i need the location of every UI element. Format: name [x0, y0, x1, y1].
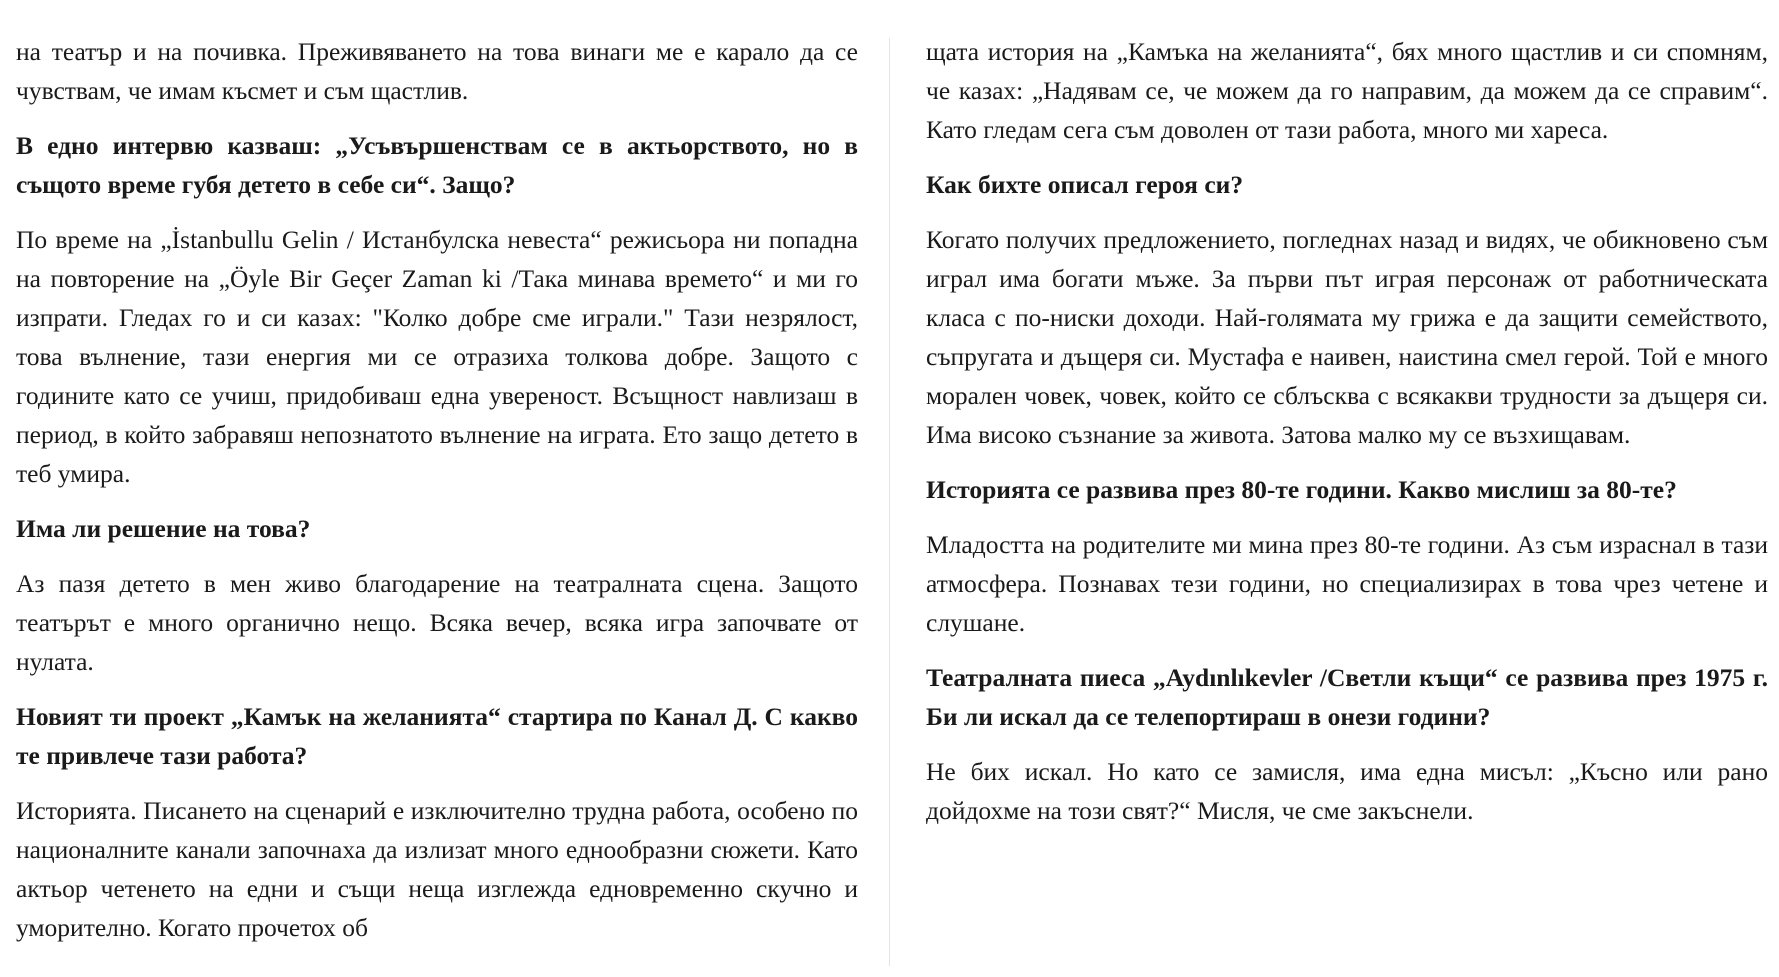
- question-heading: Историята се развива през 80-те години. Какво мислиш за 80-те?: [926, 475, 1677, 504]
- question-heading: Как бихте описал героя си?: [926, 170, 1244, 199]
- answer-paragraph: Не бих искал. Но като се замисля, има една мисъл: „Късно или рано дойдохме на този свят?“ Мисля, че сме закъснели.: [926, 757, 1768, 825]
- question-heading: Новият ти проект „Камък на желанията“ стартира по Канал Д. С какво те привлече тази работа?: [16, 702, 858, 770]
- answer-paragraph: Когато получих предложението, погледнах назад и видях, че обикновено съм играл има богати мъже. За първи път играя персонаж от работническата класа с по-ниски доходи. Най-голямата му грижа е да защити семейството, съпругата и дъщеря си. Мустафа е наивен, наистина смел герой. Той е много морален човек, човек, който се сблъсква с всякакви трудности за дъщеря си. Има високо съзнание за живота. Затова малко му се възхищавам.: [926, 225, 1768, 449]
- answer-paragraph: щата история на „Камъка на желанията“, бях много щастлив и си спомням, че казах: „Надявам се, че можем да го направим, да можем да се справим“. Като гледам сега съм доволен от тази работа, много ми хареса.: [926, 37, 1768, 144]
- left-column: [16, 32, 858, 963]
- answer-paragraph: Аз пазя детето в мен живо благодарение на театралната сцена. Защото театърът е много органично нещо. Всяка вечер, всяка игра започвате от нулата.: [16, 569, 858, 676]
- answer-paragraph: Историята. Писането на сценарий е изключително трудна работа, особено по националните канали започнаха да излизат много еднообразни сюжети. Като актьор четенето на едни и същи неща изглежда едновременно скучно и уморително. Когато прочетох об: [16, 796, 858, 942]
- column-divider: [889, 38, 890, 966]
- answer-paragraph: Младостта на родителите ми мина през 80-те години. Аз съм израснал в тази атмосфера. Познавах тези години, но специализирах в това чрез четене и слушане.: [926, 530, 1768, 637]
- answer-paragraph: По време на „İstanbullu Gelin / Истанбулска невеста“ режисьора ни попадна на повторение на „Öyle Bir Geçer Zaman ki /Така минава времето“ и ми го изпрати. Гледах го и си казах: "Колко добре сме играли." Тази незрялост, това вълнение, тази енергия ми се отразиха толкова добре. Защото с годините като се учиш, придобиваш една увереност. Всъщност навлизаш в период, в който забравяш непознатото вълнение на играта. Ето защо детето в теб умира.: [16, 225, 858, 488]
- question-heading: В едно интервю казваш: „Усъвършенствам се в актьорството, но в същото време губя детето в себе си“. Защо?: [16, 131, 858, 199]
- answer-paragraph: на театър и на почивка. Преживяването на това винаги ме е карало да се чувствам, че имам късмет и съм щастлив.: [16, 37, 858, 105]
- question-heading: Театралната пиеса „Aydınlıkevler /Светли къщи“ се развива през 1975 г. Би ли искал да се телепортираш в онези години?: [926, 663, 1768, 731]
- question-heading: Има ли решение на това?: [16, 514, 311, 543]
- right-column: [926, 32, 1768, 846]
